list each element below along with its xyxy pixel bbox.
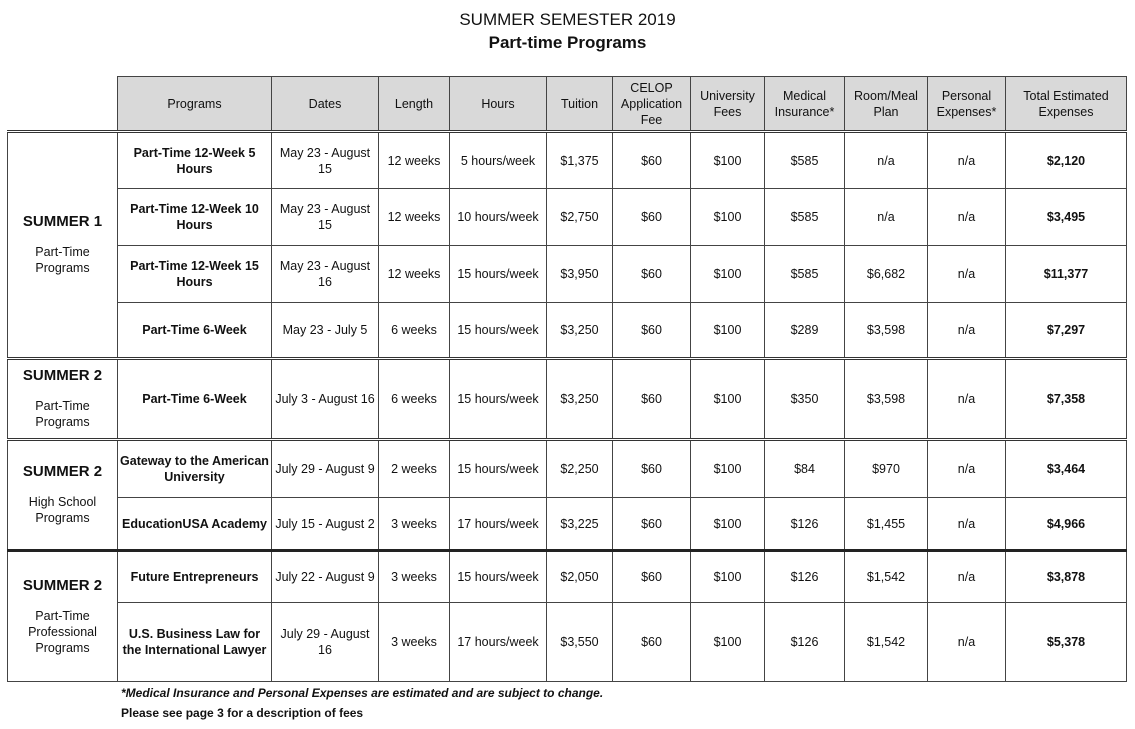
tuition-cell: $2,750 [547,189,613,246]
medical-cell: $585 [765,132,845,189]
group-cell [8,359,118,440]
univ-fees-cell: $100 [691,246,765,303]
program-name: Future Entrepreneurs [118,551,272,603]
header-length: Length [379,77,450,132]
header-row [8,77,1127,132]
hours-cell: 15 hours/week [450,303,547,359]
total-cell: $2,120 [1006,132,1127,189]
tuition-cell: $2,250 [547,440,613,498]
personal-cell: n/a [928,359,1006,440]
footnote-fees-description: Please see page 3 for a description of fees [121,706,364,720]
celop-cell: $60 [613,603,691,682]
header-dates: Dates [272,77,379,132]
header-medical-insurance: Medical Insurance* [765,77,845,132]
group-cell [8,132,118,359]
table-row [8,603,1127,682]
personal-cell: n/a [928,551,1006,603]
table-row [8,359,1127,440]
total-cell: $7,358 [1006,359,1127,440]
group-cell [8,440,118,551]
celop-cell: $60 [613,498,691,551]
medical-cell: $126 [765,551,845,603]
dates-cell: July 29 - August 16 [272,603,379,682]
header-blank [8,77,118,132]
total-cell: $3,495 [1006,189,1127,246]
total-cell: $3,878 [1006,551,1127,603]
length-cell: 12 weeks [379,246,450,303]
hours-cell: 15 hours/week [450,359,547,440]
total-cell: $11,377 [1006,246,1127,303]
celop-cell: $60 [613,359,691,440]
header-total: Total Estimated Expenses [1006,77,1127,132]
dates-cell: July 22 - August 9 [272,551,379,603]
dates-cell: July 3 - August 16 [272,359,379,440]
length-cell: 6 weeks [379,359,450,440]
medical-cell: $289 [765,303,845,359]
hours-cell: 17 hours/week [450,603,547,682]
program-name: Part-Time 12-Week 5 Hours [118,132,272,189]
tuition-cell: $3,250 [547,359,613,440]
program-name: EducationUSA Academy [118,498,272,551]
header-room-meal: Room/Meal Plan [845,77,928,132]
group-session: SUMMER 2 [22,463,103,480]
medical-cell: $585 [765,189,845,246]
dates-cell: May 23 - August 16 [272,246,379,303]
footnote-estimates: *Medical Insurance and Personal Expenses are estimated and are subject to change. [121,686,604,700]
room-cell: $3,598 [845,303,928,359]
hours-cell: 17 hours/week [450,498,547,551]
celop-cell: $60 [613,551,691,603]
tuition-cell: $2,050 [547,551,613,603]
length-cell: 12 weeks [379,189,450,246]
length-cell: 12 weeks [379,132,450,189]
dates-cell: May 23 - August 15 [272,189,379,246]
medical-cell: $84 [765,440,845,498]
length-cell: 3 weeks [379,551,450,603]
univ-fees-cell: $100 [691,551,765,603]
personal-cell: n/a [928,440,1006,498]
page-title: SUMMER SEMESTER 2019 [459,10,676,29]
length-cell: 3 weeks [379,498,450,551]
celop-cell: $60 [613,303,691,359]
header-tuition: Tuition [547,77,613,132]
header-celop-fee: CELOP Application Fee [613,77,691,132]
medical-cell: $585 [765,246,845,303]
room-cell: $1,542 [845,551,928,603]
dates-cell: July 29 - August 9 [272,440,379,498]
tuition-cell: $3,550 [547,603,613,682]
group-type: High School Programs [28,495,97,525]
room-cell: $6,682 [845,246,928,303]
group-session: SUMMER 2 [22,367,103,384]
table-row [8,303,1127,359]
length-cell: 3 weeks [379,603,450,682]
tuition-cell: $3,950 [547,246,613,303]
hours-cell: 15 hours/week [450,551,547,603]
program-name: Part-Time 12-Week 10 Hours [118,189,272,246]
dates-cell: May 23 - August 15 [272,132,379,189]
length-cell: 6 weeks [379,303,450,359]
personal-cell: n/a [928,603,1006,682]
page-subtitle: Part-time Programs [488,33,647,52]
program-name: Part-Time 6-Week [118,359,272,440]
group-type: Part-Time Professional Programs [28,608,97,655]
room-cell: n/a [845,189,928,246]
univ-fees-cell: $100 [691,359,765,440]
group-cell [8,551,118,682]
room-cell: $3,598 [845,359,928,440]
total-cell: $3,464 [1006,440,1127,498]
group-session: SUMMER 1 [22,213,103,230]
tuition-cell: $3,250 [547,303,613,359]
program-name: U.S. Business Law for the International Lawyer [118,603,272,682]
room-cell: $1,542 [845,603,928,682]
table-row [8,551,1127,603]
celop-cell: $60 [613,246,691,303]
fee-table [7,76,1127,682]
medical-cell: $126 [765,498,845,551]
univ-fees-cell: $100 [691,498,765,551]
table-row [8,498,1127,551]
personal-cell: n/a [928,498,1006,551]
univ-fees-cell: $100 [691,440,765,498]
personal-cell: n/a [928,132,1006,189]
header-personal-expenses: Personal Expenses* [928,77,1006,132]
medical-cell: $350 [765,359,845,440]
room-cell: $970 [845,440,928,498]
hours-cell: 15 hours/week [450,440,547,498]
table-row [8,440,1127,498]
program-name: Part-Time 12-Week 15 Hours [118,246,272,303]
personal-cell: n/a [928,303,1006,359]
hours-cell: 10 hours/week [450,189,547,246]
hours-cell: 15 hours/week [450,246,547,303]
personal-cell: n/a [928,189,1006,246]
celop-cell: $60 [613,132,691,189]
univ-fees-cell: $100 [691,603,765,682]
total-cell: $5,378 [1006,603,1127,682]
program-name: Gateway to the American University [118,440,272,498]
univ-fees-cell: $100 [691,132,765,189]
program-name: Part-Time 6-Week [118,303,272,359]
univ-fees-cell: $100 [691,303,765,359]
table-row [8,189,1127,246]
group-type: Part-Time Programs [35,245,90,275]
group-type: Part-Time Programs [35,399,90,429]
room-cell: $1,455 [845,498,928,551]
room-cell: n/a [845,132,928,189]
medical-cell: $126 [765,603,845,682]
hours-cell: 5 hours/week [450,132,547,189]
tuition-cell: $3,225 [547,498,613,551]
dates-cell: May 23 - July 5 [272,303,379,359]
header-hours: Hours [450,77,547,132]
length-cell: 2 weeks [379,440,450,498]
group-session: SUMMER 2 [22,576,103,594]
univ-fees-cell: $100 [691,189,765,246]
total-cell: $4,966 [1006,498,1127,551]
table-row [8,132,1127,189]
header-programs: Programs [118,77,272,132]
tuition-cell: $1,375 [547,132,613,189]
personal-cell: n/a [928,246,1006,303]
total-cell: $7,297 [1006,303,1127,359]
header-university-fees: University Fees [691,77,765,132]
table-row [8,246,1127,303]
dates-cell: July 15 - August 2 [272,498,379,551]
celop-cell: $60 [613,189,691,246]
celop-cell: $60 [613,440,691,498]
